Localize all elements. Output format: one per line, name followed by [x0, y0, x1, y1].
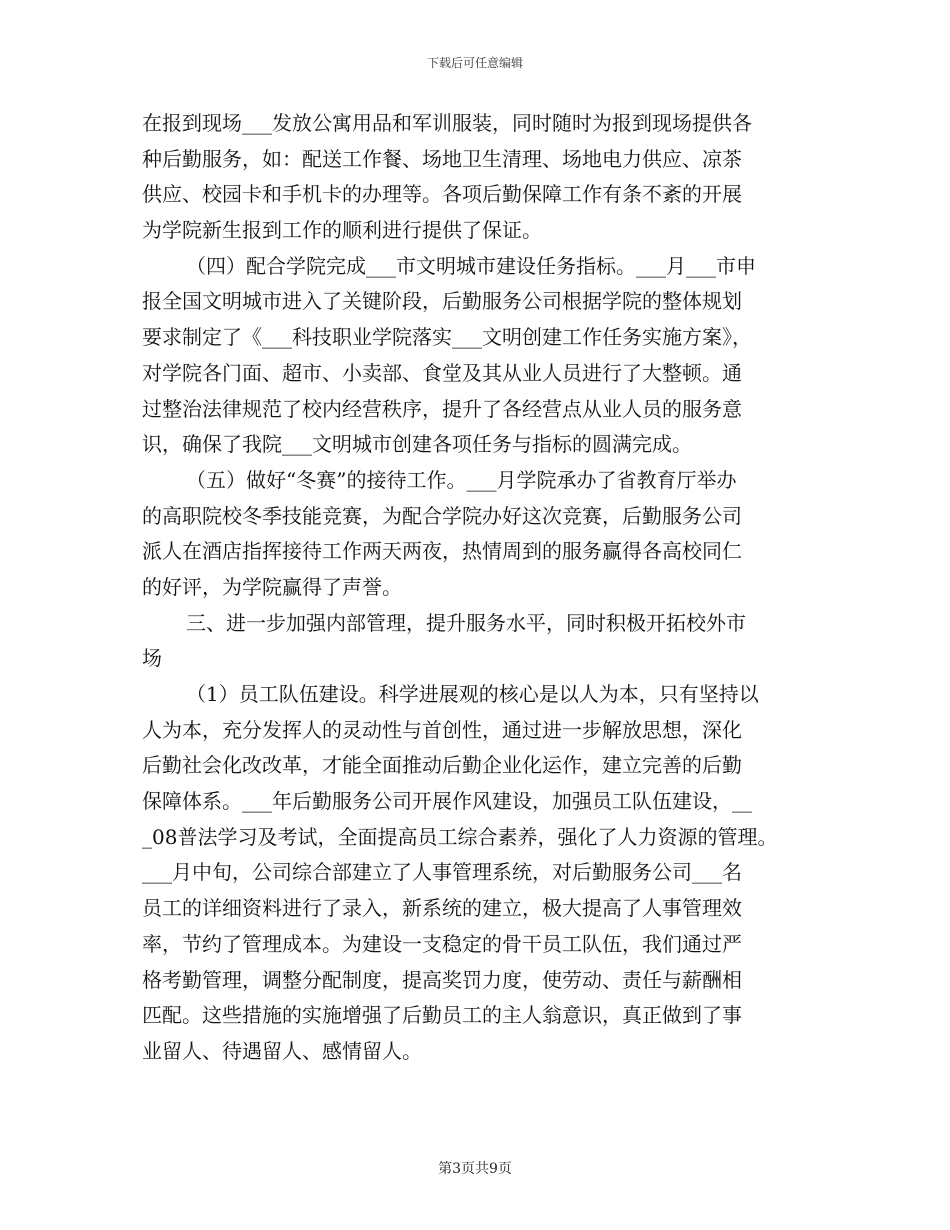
text-line: ___月中旬，公司综合部建立了人事管理系统，对后勤服务公司___名	[142, 860, 742, 885]
text-line: 种后勤服务，如：配送工作餐、场地卫生清理、场地电力供应、凉茶	[142, 146, 742, 171]
text-line: （五）做好“冬赛”的接待工作。___月学院承办了省教育厅举办	[186, 467, 737, 492]
page-footer: 第3页共9页	[438, 1161, 512, 1177]
text-line: 格考勤管理，调整分配制度，提高奖罚力度，使劳动、责任与薪酬相	[142, 967, 742, 992]
text-line: （四）配合学院完成___市文明城市建设任务指标。___月___市申	[186, 253, 756, 278]
text-line: 的高职院校冬季技能竞赛，为配合学院办好这次竞赛，后勤服务公司	[142, 503, 742, 528]
text-line: 对学院各门面、超市、小卖部、食堂及其从业人员进行了大整顿。通	[142, 360, 742, 385]
text-line: _08普法学习及考试，全面提高员工综合素养，强化了人力资源的管理。	[142, 824, 778, 849]
page-header: 下载后可任意编辑	[426, 56, 523, 70]
text-line: 的好评，为学院赢得了声誉。	[142, 574, 402, 599]
text-line: 匹配。这些措施的实施增强了后勤员工的主人翁意识，真正做到了事	[142, 1003, 742, 1028]
text-line: 为学院新生报到工作的顺利进行提供了保证。	[142, 218, 542, 243]
text-line: 在报到现场___发放公寓用品和军训服装，同时随时为报到现场提供各	[142, 111, 752, 135]
text-line: 三、进一步加强内部管理，提升服务水平，同时积极开拓校外市	[186, 610, 746, 635]
text-line: 业留人、待遇留人、感情留人。	[142, 1038, 422, 1063]
document-body	[142, 106, 832, 1070]
text-line: 派人在酒店指挥接待工作两天两夜，热情周到的服务赢得各高校同仁	[142, 539, 742, 564]
text-line: 后勤社会化改改革，才能全面推动后勤企业化运作，建立完善的后勤	[142, 753, 742, 778]
text-line: 报全国文明城市进入了关键阶段，后勤服务公司根据学院的整体规划	[142, 289, 742, 314]
text-line: 过整治法律规范了校内经营秩序，提升了各经营点从业人员的服务意	[142, 396, 742, 421]
text-line: （1）员工队伍建设。科学进展观的核心是以人为本，只有坚持以	[186, 682, 759, 706]
text-line: 要求制定了《___科技职业学院落实___文明创建工作任务实施方案》，	[142, 325, 752, 350]
text-line: 供应、校园卡和手机卡的办理等。各项后勤保障工作有条不紊的开展	[142, 182, 742, 207]
text-line: 率，节约了管理成本。为建设一支稳定的骨干员工队伍，我们通过严	[142, 931, 742, 956]
text-line: 人为本，充分发挥人的灵动性与首创性，通过进一步解放思想，深化	[142, 717, 742, 742]
text-line: 场	[142, 646, 162, 671]
text-line: 识，确保了我院___文明城市创建各项任务与指标的圆满完成。	[142, 432, 692, 457]
text-line: 员工的详细资料进行了录入，新系统的建立，极大提高了人事管理效	[142, 896, 742, 921]
text-line: 保障体系。___年后勤服务公司开展作风建设，加强员工队伍建设，__	[142, 789, 752, 814]
